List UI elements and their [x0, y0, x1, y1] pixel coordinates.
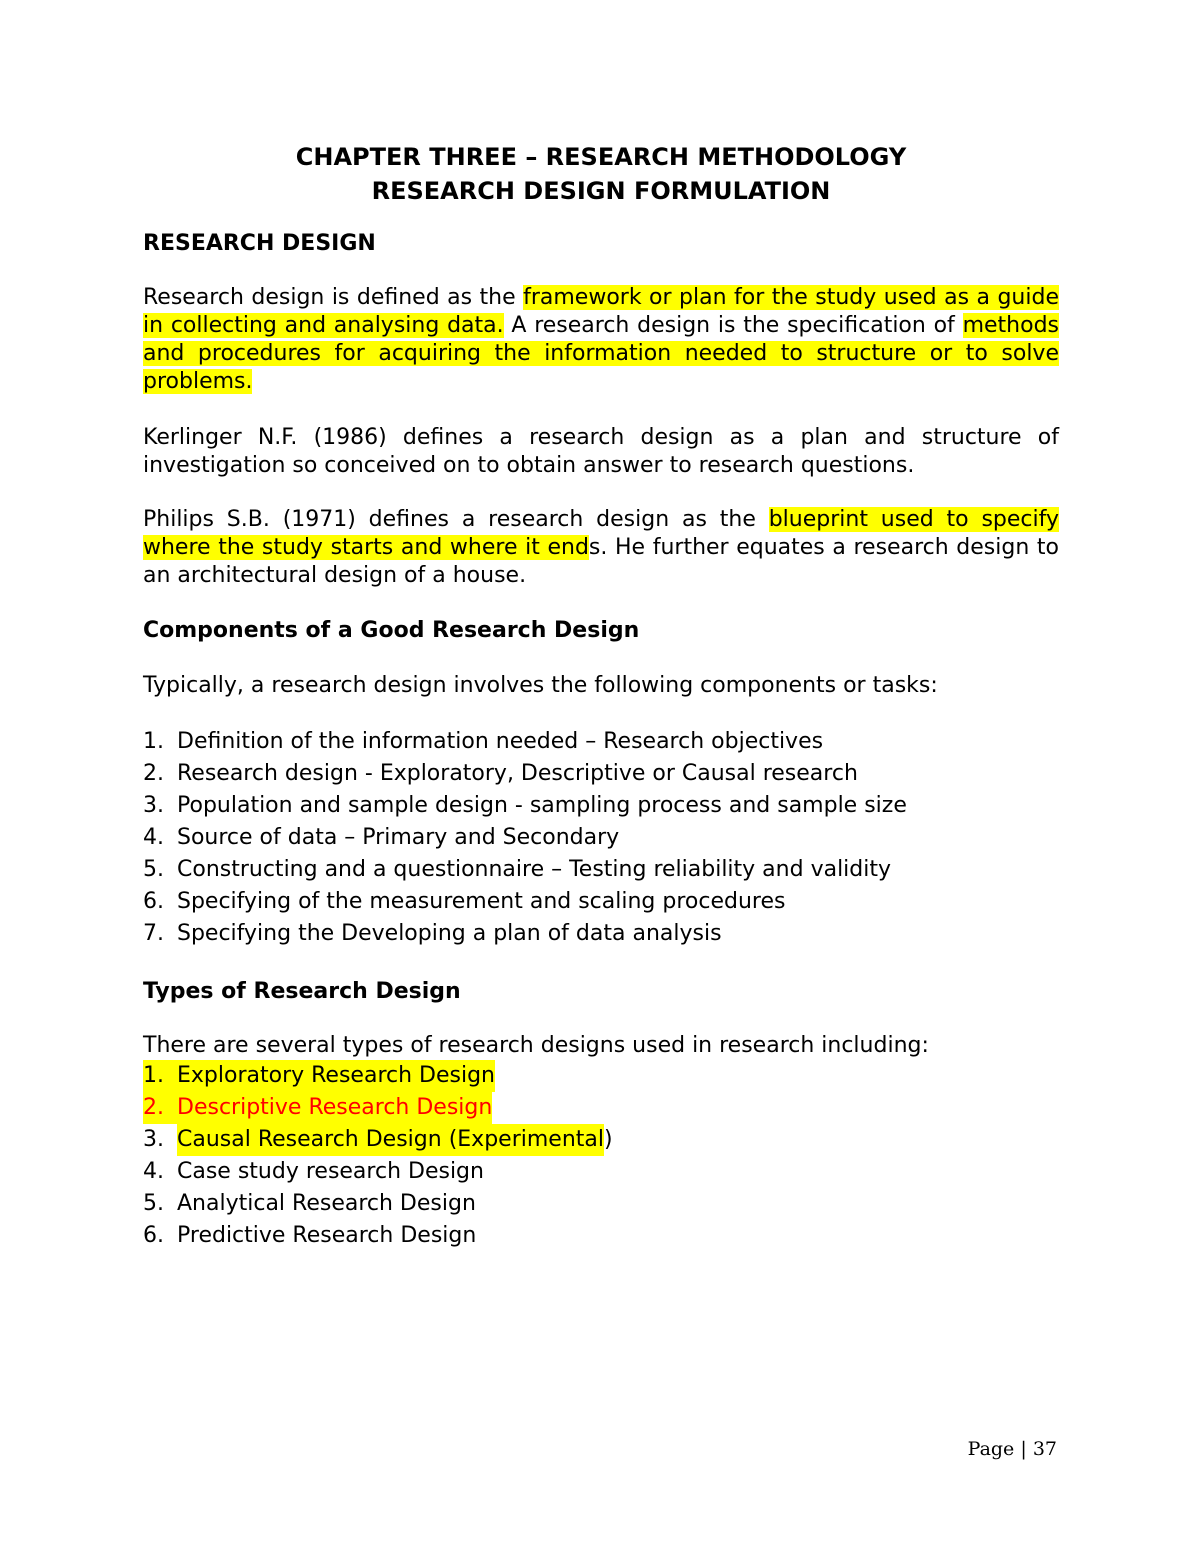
paragraph-philips-part-c: s. He further equates a research design to an architectural design of a house.	[143, 535, 1059, 588]
list-item	[143, 822, 1059, 854]
list-number: 2.	[143, 1095, 164, 1120]
list-number: 1.	[143, 1063, 164, 1088]
paragraph-definition-part-a: Research design is defined as the	[143, 285, 524, 310]
list-item	[143, 758, 1059, 790]
highlight-framework: framework or plan for the study used as a guide in collecting and analysing data.	[143, 285, 1059, 338]
paragraph-definition	[143, 284, 1059, 396]
list-text: Constructing and a questionnaire – Testing reliability and validity	[177, 857, 892, 882]
section-heading-types: Types of Research Design	[143, 979, 461, 1004]
footer-separator: |	[1020, 1438, 1027, 1460]
list-item	[143, 1060, 1059, 1092]
list-number: 6.	[143, 889, 164, 914]
list-text: Specifying of the measurement and scaling procedures	[177, 889, 786, 914]
list-item	[143, 918, 1059, 950]
paragraph-definition-part-c: A research design is the specification of	[503, 313, 963, 338]
list-number: 3.	[143, 1127, 164, 1152]
list-item	[143, 1092, 1059, 1124]
list-number: 3.	[143, 793, 164, 818]
list-text: Specifying the Developing a plan of data analysis	[177, 921, 722, 946]
list-number: 2.	[143, 761, 164, 786]
list-item	[143, 1156, 1059, 1188]
section-heading-components: Components of a Good Research Design	[143, 618, 640, 643]
types-list	[143, 1060, 1059, 1252]
list-text: Population and sample design - sampling process and sample size	[177, 793, 907, 818]
list-number: 6.	[143, 1223, 164, 1248]
list-item	[143, 790, 1059, 822]
list-item	[143, 1188, 1059, 1220]
list-number: 1.	[143, 729, 164, 754]
chapter-title: CHAPTER THREE – RESEARCH METHODOLOGY	[295, 143, 907, 171]
paragraph-kerlinger: Kerlinger N.F. (1986) defines a research design as a plan and structure of investigation so conceived on to obtain answer to research questions.	[143, 425, 1059, 478]
chapter-subtitle: RESEARCH DESIGN FORMULATION	[371, 177, 831, 205]
list-number: 4.	[143, 825, 164, 850]
page-content	[143, 140, 1059, 1252]
components-intro: Typically, a research design involves the following components or tasks:	[143, 673, 938, 698]
footer-page-label: Page	[967, 1438, 1015, 1460]
types-intro: There are several types of research designs used in research including:	[143, 1033, 929, 1058]
list-text: Research design - Exploratory, Descriptive or Causal research	[177, 761, 858, 786]
list-number: 5.	[143, 857, 164, 882]
list-text: Exploratory Research Design	[177, 1063, 495, 1088]
list-item	[143, 726, 1059, 758]
highlight-blueprint: blueprint used to specify where the study starts and where it end	[143, 507, 1059, 560]
list-item	[143, 854, 1059, 886]
list-text-suffix: )	[603, 1127, 613, 1152]
list-text: Predictive Research Design	[177, 1223, 477, 1248]
highlight-descriptive	[143, 1092, 492, 1124]
footer-page-number: 37	[1032, 1438, 1057, 1460]
paragraph-philips	[143, 506, 1059, 590]
highlight-methods: methods and procedures for acquiring the information needed to structure or to solve problems.	[143, 313, 1059, 394]
highlight-exploratory	[143, 1060, 495, 1092]
paragraph-philips-part-a: Philips S.B. (1971) defines a research design as the	[143, 507, 769, 532]
page-footer	[968, 1438, 1057, 1460]
list-text: Descriptive Research Design	[177, 1095, 493, 1120]
list-item	[143, 1220, 1059, 1252]
section-heading-research-design: RESEARCH DESIGN	[143, 231, 376, 256]
list-item	[143, 1124, 1059, 1156]
list-text: Analytical Research Design	[177, 1191, 476, 1216]
list-text: Case study research Design	[177, 1159, 484, 1184]
list-text: Definition of the information needed – Research objectives	[177, 729, 824, 754]
list-number: 5.	[143, 1191, 164, 1216]
components-list	[143, 726, 1059, 950]
list-number: 7.	[143, 921, 164, 946]
list-item	[143, 886, 1059, 918]
list-text: Source of data – Primary and Secondary	[177, 825, 620, 850]
highlight-causal: Causal Research Design (Experimental	[177, 1124, 604, 1156]
list-number: 4.	[143, 1159, 164, 1184]
